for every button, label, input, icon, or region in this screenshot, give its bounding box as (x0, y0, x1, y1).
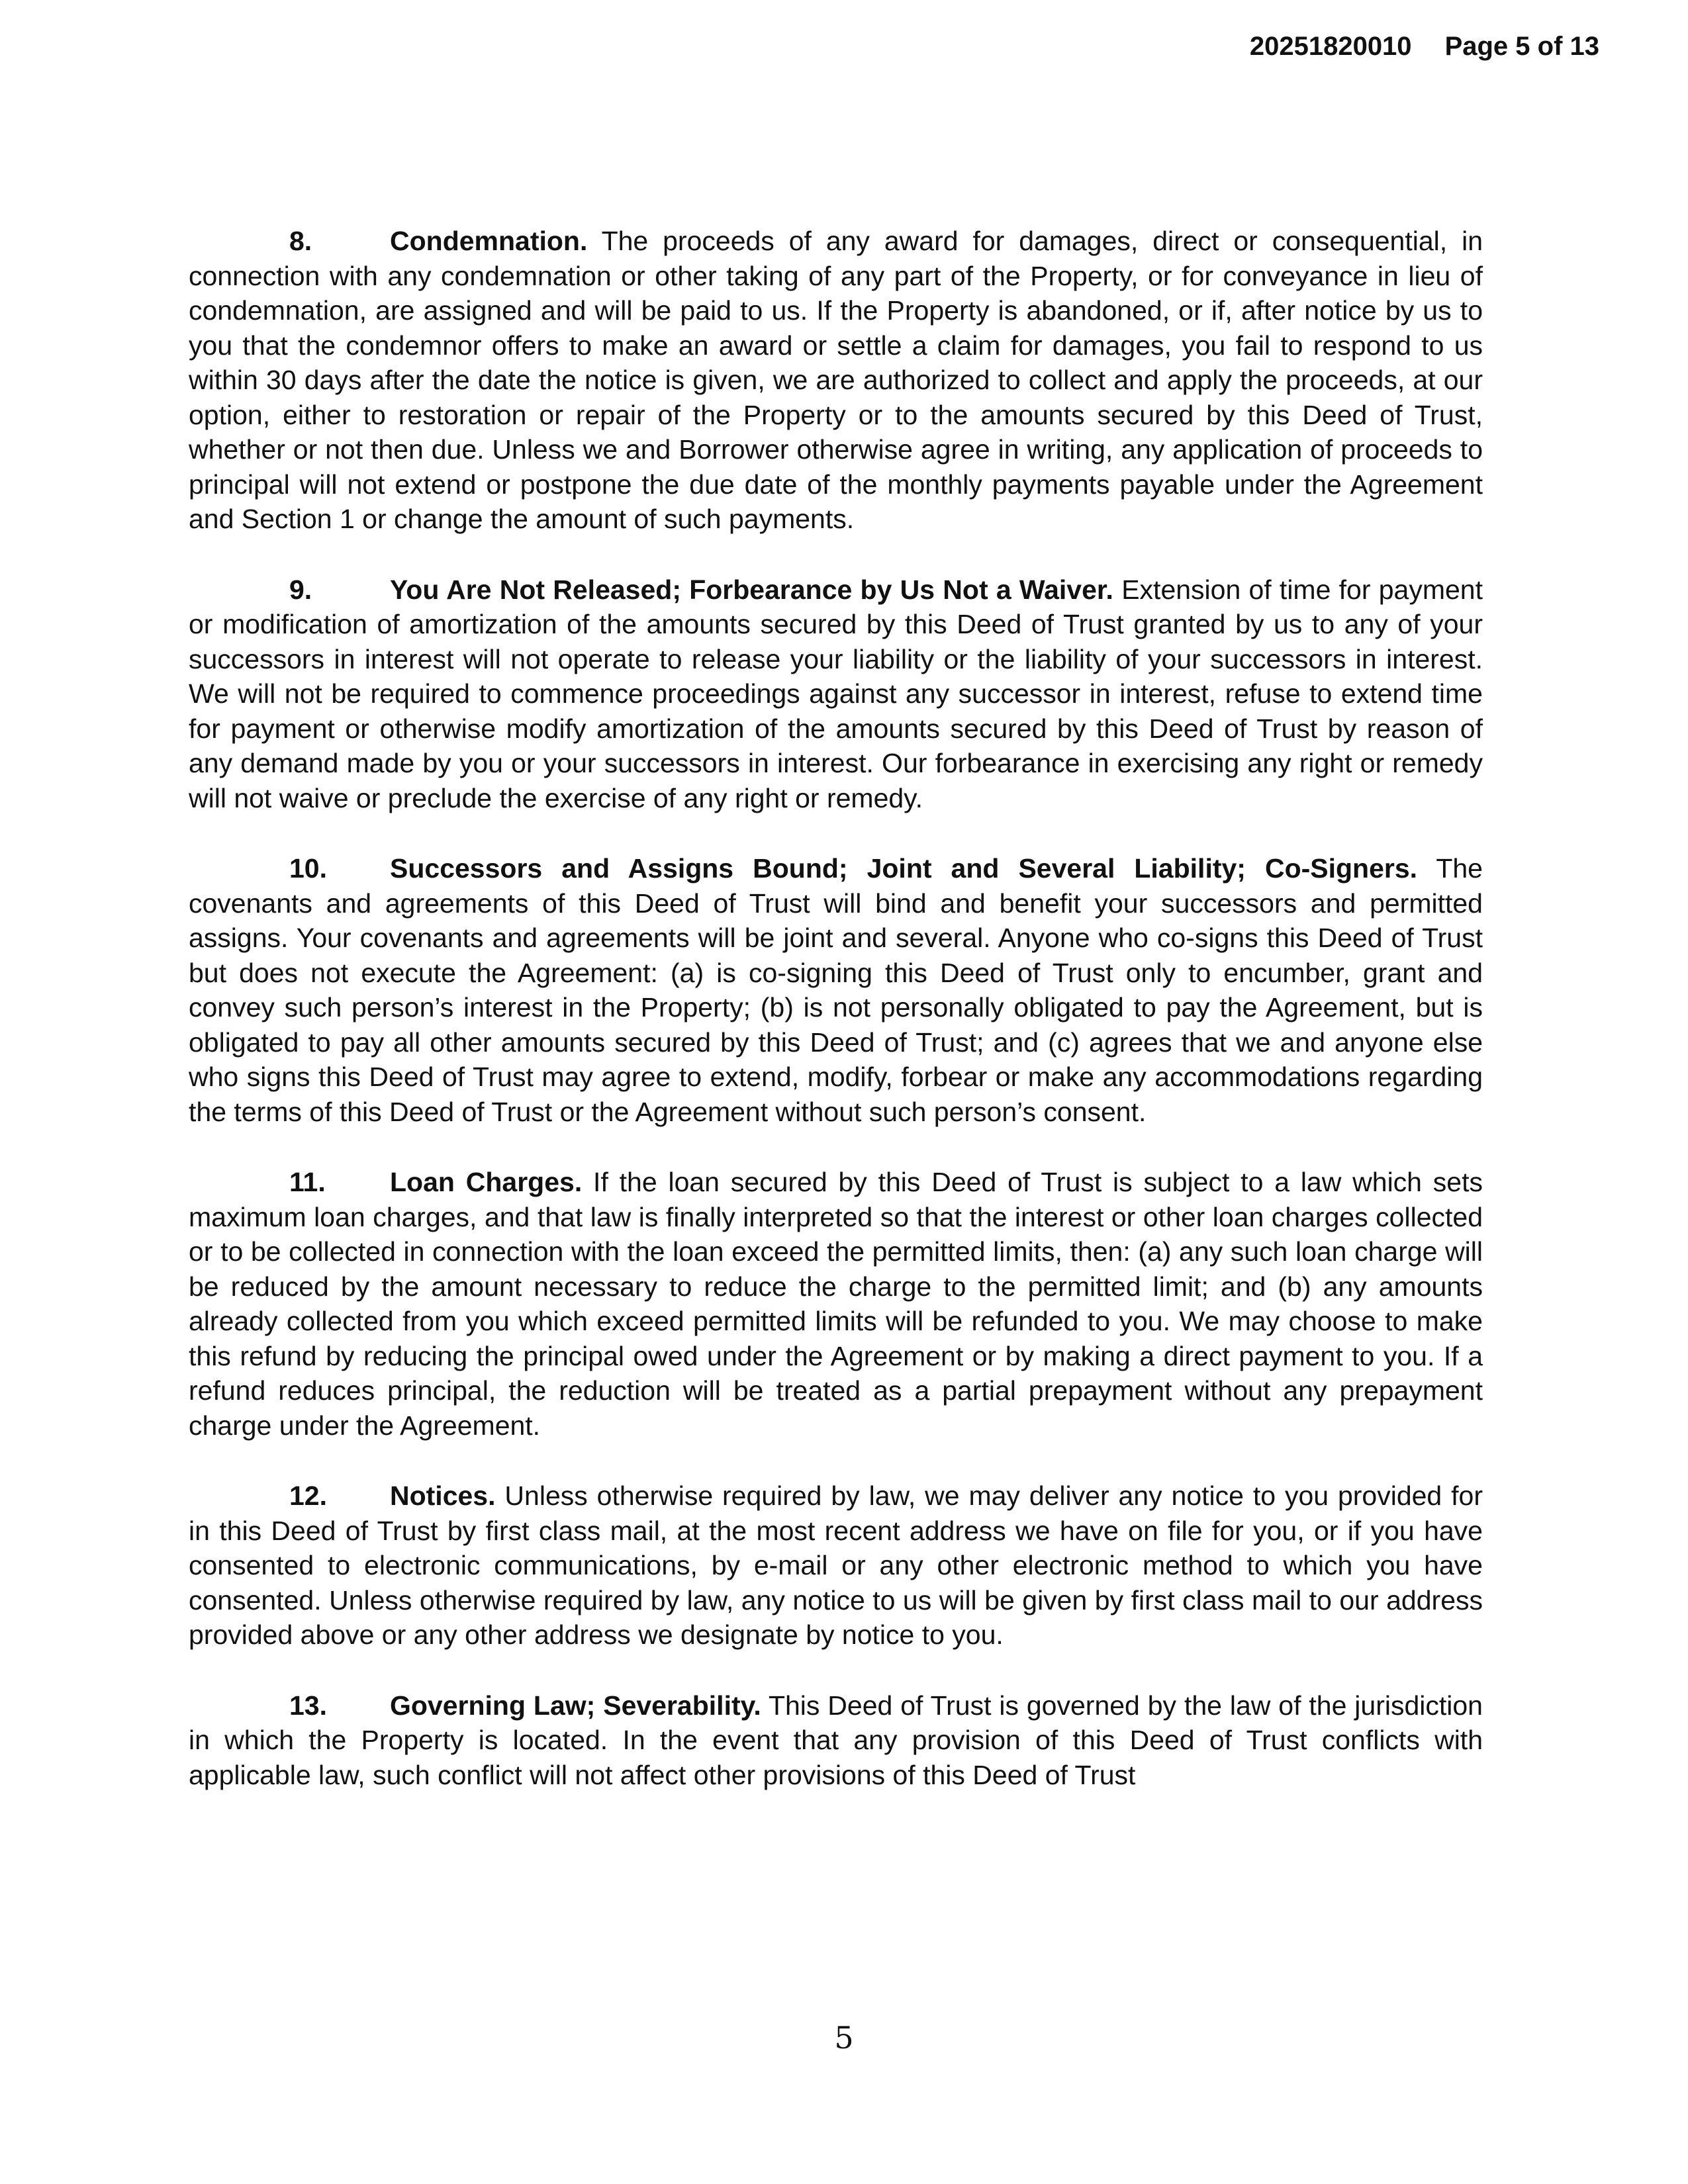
page-number: 5 (834, 2020, 854, 2056)
section-number: 13. (289, 1690, 327, 1721)
section-number: 11. (289, 1167, 326, 1197)
section-text: Extension of time for payment or modification of amortization of the amounts secured by this Deed of Trust granted by us to any of your successors in interest will not operate to release your liability or the liability of your successors in interest. We will not be required to commence proceedings against any successor in interest, refuse to extend time for payment or otherwise modify amortization of the amounts secured by this Deed of Trust by reason of any demand made by you or your successors in interest. Our forbearance in exercising any right or remedy will not waive or preclude the exercise of any right or remedy. (189, 574, 1483, 813)
section-number: 12. (289, 1480, 327, 1511)
section-number: 9. (289, 574, 312, 605)
section-governing-law (189, 1688, 1483, 1793)
section-heading: Successors and Assigns Bound; Joint and Several Liability; Co-Signers. (390, 853, 1418, 884)
page-label: Page 5 of 13 (1444, 32, 1599, 61)
section-text: Unless otherwise required by law, we may deliver any notice to you provided for in this Deed of Trust by first class mail, at the most recent address we have on file for you, or if you have consented to electronic communications, by e-mail or any other electronic method to which you have consented. Unless otherwise required by law, any notice to us will be given by first class mail to our address provided above or any other address we designate by notice to you. (189, 1480, 1483, 1650)
section-heading: Notices. (390, 1480, 496, 1511)
section-loan-charges (189, 1165, 1483, 1443)
section-heading: You Are Not Released; Forbearance by Us Not a Waiver. (390, 574, 1113, 605)
section-text: If the loan secured by this Deed of Trust is subject to a law which sets maximum loan charges, and that law is finally interpreted so that the interest or other loan charges collected or to be collected in connection with the loan exceed the permitted limits, then: (a) any such loan charge will be reduced by the amount necessary to reduce the charge to the permitted limit; and (b) any amounts already collected from you which exceed permitted limits will be refunded to you. We may choose to make this refund by reducing the principal owed under the Agreement or by making a direct payment to you. If a refund reduces principal, the reduction will be treated as a partial prepayment without any prepayment charge under the Agreement. (189, 1167, 1483, 1441)
section-not-released (189, 572, 1483, 816)
page-header (1250, 32, 1599, 62)
section-text: This Deed of Trust is governed by the law of the jurisdiction in which the Property is located. In the event that any provision of this Deed of Trust conflicts with applicable law, such conflict will not affect other provisions of this Deed of Trust (189, 1690, 1483, 1790)
section-number: 8. (289, 226, 312, 256)
section-heading: Loan Charges. (390, 1167, 583, 1197)
section-condemnation (189, 224, 1483, 537)
section-heading: Governing Law; Severability. (390, 1690, 761, 1721)
document-number: 20251820010 (1249, 32, 1412, 61)
section-text: The covenants and agreements of this Deed of Trust will bind and benefit your successors and permitted assigns. Your covenants and agreements will be joint and several. Anyone who co-signs this Deed of Trust but does not execute the Agreement: (a) is co-signing this Deed of Trust only to encumber, grant and convey such person’s interest in the Property; (b) is not personally obligated to pay the Agreement, but is obligated to pay all other amounts secured by this Deed of Trust; and (c) agrees that we and anyone else who signs this Deed of Trust may agree to extend, modify, forbear or make any accommodations regarding the terms of this Deed of Trust or the Agreement without such person’s consent. (189, 853, 1483, 1127)
section-text: The proceeds of any award for damages, direct or consequential, in connection with any condemnation or other taking of any part of the Property, or for conveyance in lieu of condemnation, are assigned and will be paid to us. If the Property is abandoned, or if, after notice by us to you that the condemnor offers to make an award or settle a claim for damages, you fail to respond to us within 30 days after the date the notice is given, we are authorized to collect and apply the proceeds, at our option, either to restoration or repair of the Property or to the amounts secured by this Deed of Trust, whether or not then due. Unless we and Borrower otherwise agree in writing, any application of proceeds to principal will not extend or postpone the due date of the monthly payments payable under the Agreement and Section 1 or change the amount of such payments. (189, 226, 1483, 534)
section-notices (189, 1479, 1483, 1653)
section-number: 10. (289, 853, 327, 884)
document-body (189, 224, 1483, 1828)
section-heading: Condemnation. (390, 226, 588, 256)
section-successors-assigns (189, 851, 1483, 1129)
